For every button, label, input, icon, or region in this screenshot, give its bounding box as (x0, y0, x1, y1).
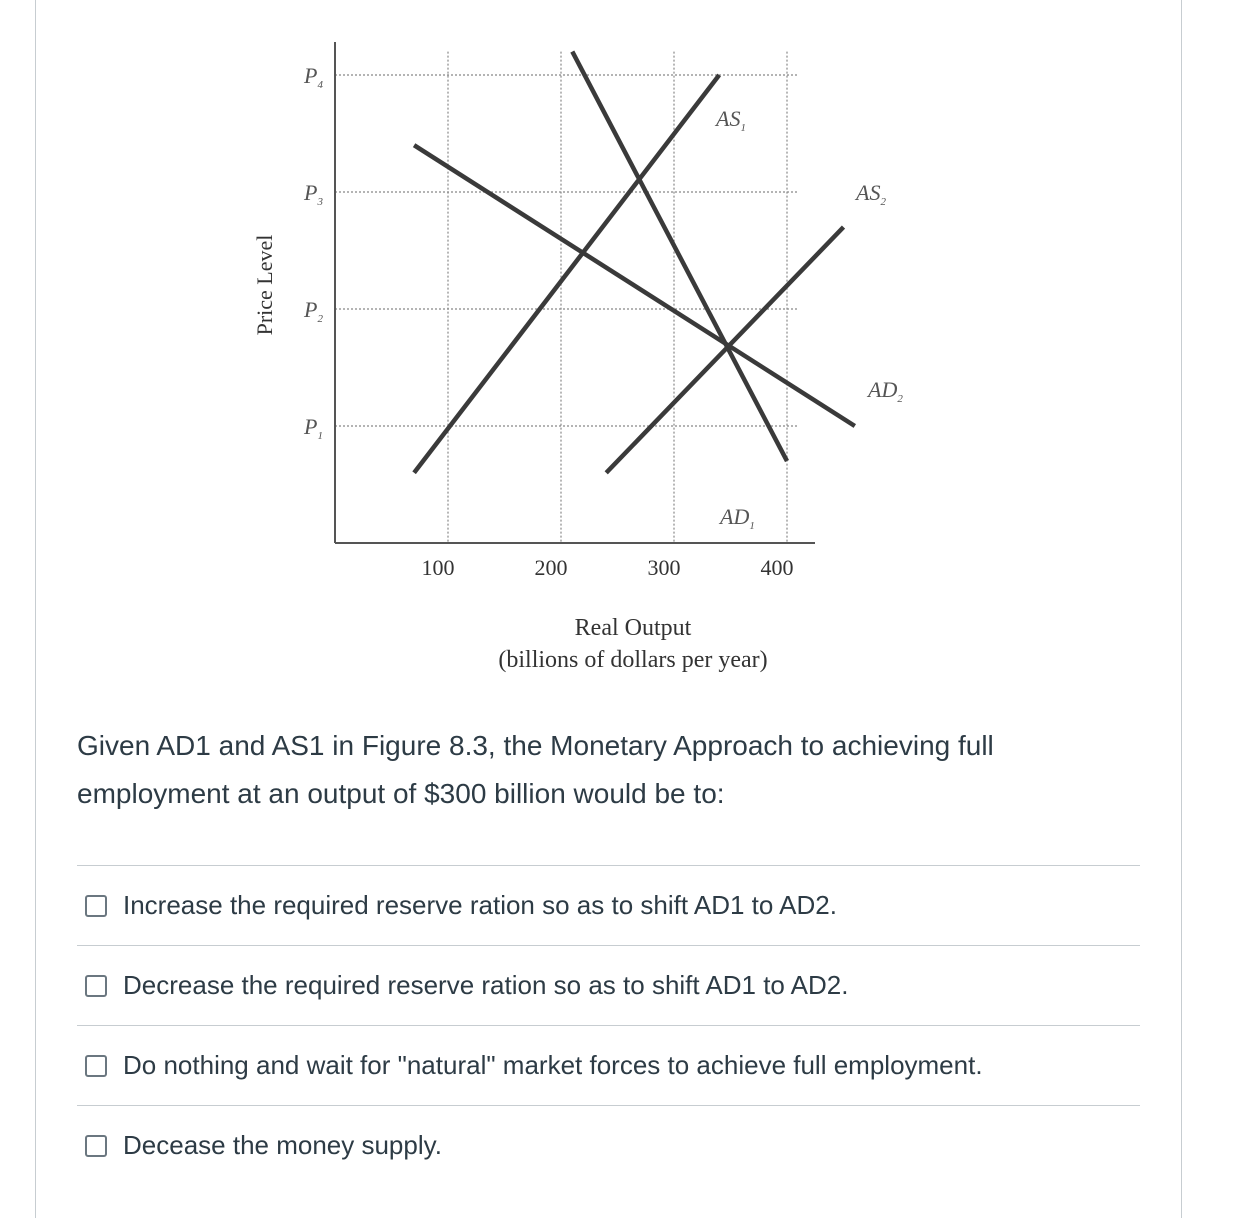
answer-option-3[interactable] (77, 1026, 1140, 1106)
answer-label: Decrease the required reserve ration so as to shift AD1 to AD2. (123, 970, 849, 1000)
curves-layer (414, 52, 855, 473)
answer-label: Do nothing and wait for "natural" market forces to achieve full employment. (123, 1050, 983, 1080)
x-tick-label-200: 200 (534, 555, 568, 580)
answer-option-2[interactable] (77, 946, 1140, 1026)
curve-label-ad2: $AD_2$ (868, 377, 903, 405)
y-ticks (303, 63, 323, 442)
x-tick-label-300: 300 (647, 555, 681, 580)
figure-8-3 (230, 30, 930, 690)
curve-as2 (606, 227, 843, 473)
right-border (1181, 0, 1182, 1218)
answer-option-4[interactable] (77, 1106, 1140, 1185)
left-border (35, 0, 36, 1218)
y-tick-label-p3: $P_3$ (304, 180, 323, 208)
answer-label: Decease the money supply. (123, 1130, 442, 1160)
x-axis-label-line2: (billions of dollars per year) (498, 647, 768, 673)
curve-label-as2: $AS_2$ (856, 180, 886, 208)
answer-option-1[interactable] (77, 866, 1140, 946)
checkbox-icon[interactable] (85, 1055, 107, 1077)
x-ticks (422, 555, 794, 580)
x-tick-label-100: 100 (421, 555, 455, 580)
answer-list (77, 865, 1140, 1185)
checkbox-icon[interactable] (85, 975, 107, 997)
x-tick-label-400: 400 (760, 555, 794, 580)
y-tick-label-p1: $P_1$ (304, 414, 323, 442)
curve-label-ad1: $AD_1$ (720, 504, 755, 532)
checkbox-icon[interactable] (85, 1135, 107, 1157)
axes-layer (335, 42, 815, 543)
y-tick-label-p4: $P_4$ (304, 63, 323, 91)
checkbox-icon[interactable] (85, 895, 107, 917)
answer-label: Increase the required reserve ration so as to shift AD1 to AD2. (123, 890, 837, 920)
curve-label-as1: $AS_1$ (716, 106, 746, 134)
y-axis-label: Price Level (252, 234, 277, 336)
curve-labels (714, 106, 903, 532)
question-text: Given AD1 and AS1 in Figure 8.3, the Monetary Approach to achieving full employment at an output of $300 billion would be to: (77, 730, 994, 809)
y-tick-label-p2: $P_2$ (304, 297, 323, 325)
figure-chart (230, 30, 930, 690)
x-axis-label-line1: Real Output (574, 615, 692, 641)
